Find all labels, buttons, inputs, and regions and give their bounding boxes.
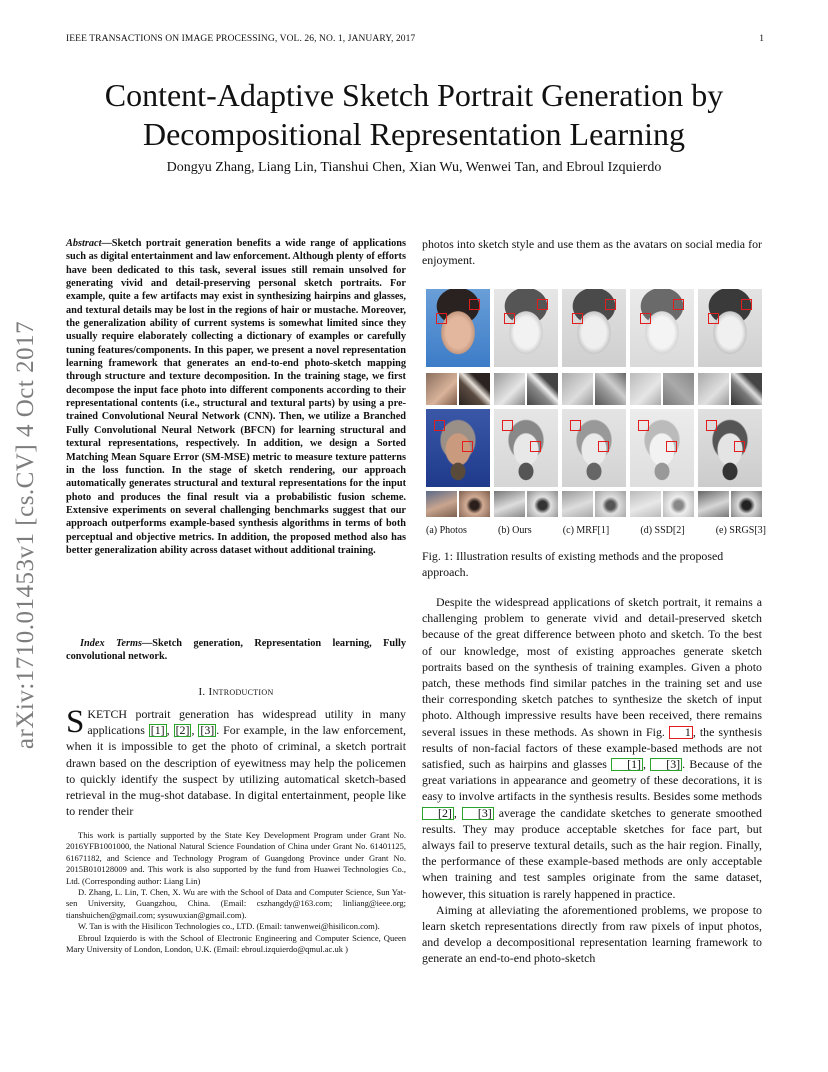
figure-1	[426, 289, 762, 517]
sketch-srgs-female	[698, 289, 762, 367]
citation-link[interactable]: [1]	[150, 723, 165, 738]
sep: ,	[166, 723, 174, 738]
figure-link[interactable]: 1	[669, 726, 693, 739]
crop-ssd-female-2	[663, 373, 694, 405]
subcaption: (d) SSD[2]	[640, 525, 685, 536]
intro-text-b: . For example, in the law enforcement, when it is impossible to get the photo of criminal, a sketch portrait drawn based on the description of eyewitness may help the policemen to quickly identify the suspect by utilizing automatical sketch-based retrieval in the mug-shot database. In digital entertainment, people like to render their	[66, 723, 406, 819]
detail-box	[502, 420, 513, 431]
detail-box	[469, 299, 480, 310]
citation-link[interactable]: [3]	[650, 758, 682, 771]
citation-link[interactable]: [3]	[200, 723, 215, 738]
sketch-mrf-female	[562, 289, 626, 367]
detail-box	[434, 420, 445, 431]
paragraph	[422, 594, 762, 902]
crop-ours-female-2	[527, 373, 558, 405]
crop-photo-female-1	[426, 373, 457, 405]
sep: ,	[643, 757, 651, 772]
text: , the synthesis results of non-facial factors of these example-based methods are not satisfied, such as hairpins and glasses	[422, 724, 762, 772]
crop-mrf-female-1	[562, 373, 593, 405]
arxiv-stamp-text: arXiv:1710.01453v1 [cs.CV] 4 Oct 2017	[12, 320, 39, 750]
right-column-continuation: photos into sketch style and use them as the avatars on social media for enjoyment.	[422, 237, 762, 268]
subcaption: (a) Photos	[426, 525, 467, 536]
abstract-label: Abstract	[66, 238, 102, 249]
crop-ssd-male-2	[663, 491, 694, 517]
paper-title: Content-Adaptive Sketch Portrait Generation by Decompositional Representation Learning	[104, 77, 724, 152]
section-heading	[66, 686, 406, 698]
detail-box	[462, 441, 473, 452]
crop-ours-male-2	[527, 491, 558, 517]
crop-srgs-female-1	[698, 373, 729, 405]
author-list: Dongyu Zhang, Liang Lin, Tianshui Chen, Xian Wu, Wenwei Tan, and Ebroul Izquierdo	[166, 160, 662, 175]
sep: ,	[191, 723, 199, 738]
paragraph: Aiming at alleviating the aforementioned problems, we propose to learn sketch representations directly from raw pixels of input photos, and develop a decompositional representation learning framework to generate an end-to-end photo-sketch	[422, 902, 762, 966]
index-terms	[66, 637, 406, 664]
crop-ssd-female-1	[630, 373, 661, 405]
crop-srgs-male-1	[698, 491, 729, 517]
detail-box	[708, 313, 719, 324]
intro-paragraph	[66, 706, 406, 819]
sep: ,	[453, 805, 462, 820]
photo-female	[426, 289, 490, 367]
page-number: 1	[759, 34, 764, 44]
figure-caption: Fig. 1: Illustration results of existing methods and the proposed approach.	[422, 549, 724, 580]
text: average the candidate sketches to generate smoothed results. They may produce acceptable sketches for face part, but always fail to preserve textural details, such as the hair region. Finally, the performance of these example-based methods are only acceptable when training and test samples originate from the same dataset, however, this situation is rarely happened in practice.	[422, 805, 762, 901]
section-number: I.	[198, 686, 209, 698]
detail-box	[504, 313, 515, 324]
footnotes	[66, 830, 406, 955]
index-terms-label: Index Terms	[80, 638, 142, 649]
citation-link[interactable]: [3]	[462, 807, 494, 820]
detail-box	[537, 299, 548, 310]
detail-box	[706, 420, 717, 431]
crop-photo-female-2	[459, 373, 490, 405]
intro-text-a: KETCH portrait generation has widespread utility in many applications	[87, 707, 406, 738]
detail-box	[640, 313, 651, 324]
detail-box	[638, 420, 649, 431]
text: Despite the widespread applications of sketch portrait, it remains a challenging problem to generate vivid and detail-preserved sketch because of the great difference between photo and sketch. To the best of our knowledge, most of existing approaches generate sketch portraits based on the synthesis of training examples. Given a photo patch, these methods find similar patches in the training set and use their corresponding sketch patches to synthesize the sketch of input photo. Although impressive results have been received, there remains several issues in these methods. As shown in Fig.	[422, 595, 762, 739]
crop-ours-male-1	[494, 491, 525, 517]
crop-srgs-female-2	[731, 373, 762, 405]
subcaption: (c) MRF[1]	[562, 525, 610, 536]
crop-photo-male-1	[426, 491, 457, 517]
detail-box	[666, 441, 677, 452]
right-body	[422, 594, 762, 967]
crop-mrf-male-2	[595, 491, 626, 517]
journal-header: IEEE TRANSACTIONS ON IMAGE PROCESSING, VOL. 26, NO. 1, JANUARY, 2017	[66, 34, 416, 44]
detail-box	[436, 313, 447, 324]
sketch-ours-female	[494, 289, 558, 367]
text: . Because of the great variations in appearance and geometry of these decorations, it is easy to involve artifacts in the synthesis results. Besides some methods	[422, 757, 762, 804]
abstract-text: —Sketch portrait generation benefits a wide range of applications such as digital entertainment and law enforcement. Although plenty of efforts have been dedicated to this task, several issues still remain unsolved for generating vivid and detail-preserving personal sketch portraits. For example, quite a few artifacts may exist in synthesizing hairpins and glasses, and textural details may be lost in the regions of hair or mustache. Moreover, the generalization ability of current systems is somewhat limited since they usually require elaborately collecting a dictionary of examples or carefully tuning features/components. In this paper, we present a novel representation learning framework that generates an end-to-end photo-sketch mapping through structure and texture decomposition. In the training stage, we first decompose the input face photo into different components according to their representational contents (i.e., structural and textural parts) by using a pre-trained Convolutional Neural Network (CNN). Then, we utilize a Branched Fully Convolutional Neural Network (BFCN) for learning structural and textural representations, respectively. In addition, we design a Sorted Matching Mean Square Error (SM-MSE) metric to measure texture patterns in the loss function. In the stage of sketch rendering, our approach automatically generates structural and textural representations for the input photo and produces the final result via a probabilistic fusion scheme. Extensive experiments on several challenging benchmarks suggest that our approach outperforms example-based synthesis algorithms in terms of both perceptual and objective metrics. In addition, the proposed method also has better generalization ability across dataset without additional training.	[66, 238, 406, 556]
crop-srgs-male-2	[731, 491, 762, 517]
index-terms-text: —Sketch generation, Representation learning, Fully convolutional network.	[66, 638, 406, 663]
crop-mrf-male-1	[562, 491, 593, 517]
citation-link[interactable]: [2]	[175, 723, 190, 738]
section-title: Introduction	[208, 686, 274, 698]
crop-mrf-female-2	[595, 373, 626, 405]
detail-box	[570, 420, 581, 431]
arxiv-stamp	[4, 300, 48, 770]
detail-box	[598, 441, 609, 452]
crop-ours-female-1	[494, 373, 525, 405]
footnote: W. Tan is with the Hisilicon Technologies co., LTD. (Email: tanwenwei@hisilicon.com).	[78, 921, 380, 932]
footnote: This work is partially supported by the State Key Development Program under Grant No. 2016YFB1001000, the National Natural Science Foundation of China under Grant No. 61401125, 61671182, and Science and Technology Program of Guangdong Province under Grant No. 2015B010128009 and. This work is also supported by the fund from Huawei Technologies Co., Ltd. (Corresponding author: Liang Lin)	[66, 830, 406, 886]
sketch-ssd-female	[630, 289, 694, 367]
detail-box	[572, 313, 583, 324]
figure-subcaptions	[426, 525, 766, 536]
crop-ssd-male-1	[630, 491, 661, 517]
footnote: Ebroul Izquierdo is with the School of Electronic Engineering and Computer Science, Queen Mary University of London, London, U.K. (Email: ebroul.izquierdo@qmul.ac.uk )	[66, 932, 406, 955]
crop-photo-male-2	[459, 491, 490, 517]
abstract	[66, 237, 406, 557]
detail-box	[605, 299, 616, 310]
detail-box	[673, 299, 684, 310]
dropcap: S	[66, 704, 85, 740]
detail-box	[530, 441, 541, 452]
footnote: D. Zhang, L. Lin, T. Chen, X. Wu are with the School of Data and Computer Science, Sun Yat-sen University, Guangzhou, China. (Email: cszhangdy@163.com; linliang@ieee.org; tianshuichen@gmail.com; sysuwuxian@gmail.com).	[66, 887, 406, 920]
subcaption: (b) Ours	[498, 525, 532, 536]
detail-box	[741, 299, 752, 310]
detail-box	[734, 441, 745, 452]
citation-link[interactable]: [1]	[611, 758, 643, 771]
citation-link[interactable]: [2]	[422, 807, 454, 820]
subcaption: (e) SRGS[3]	[715, 525, 766, 536]
